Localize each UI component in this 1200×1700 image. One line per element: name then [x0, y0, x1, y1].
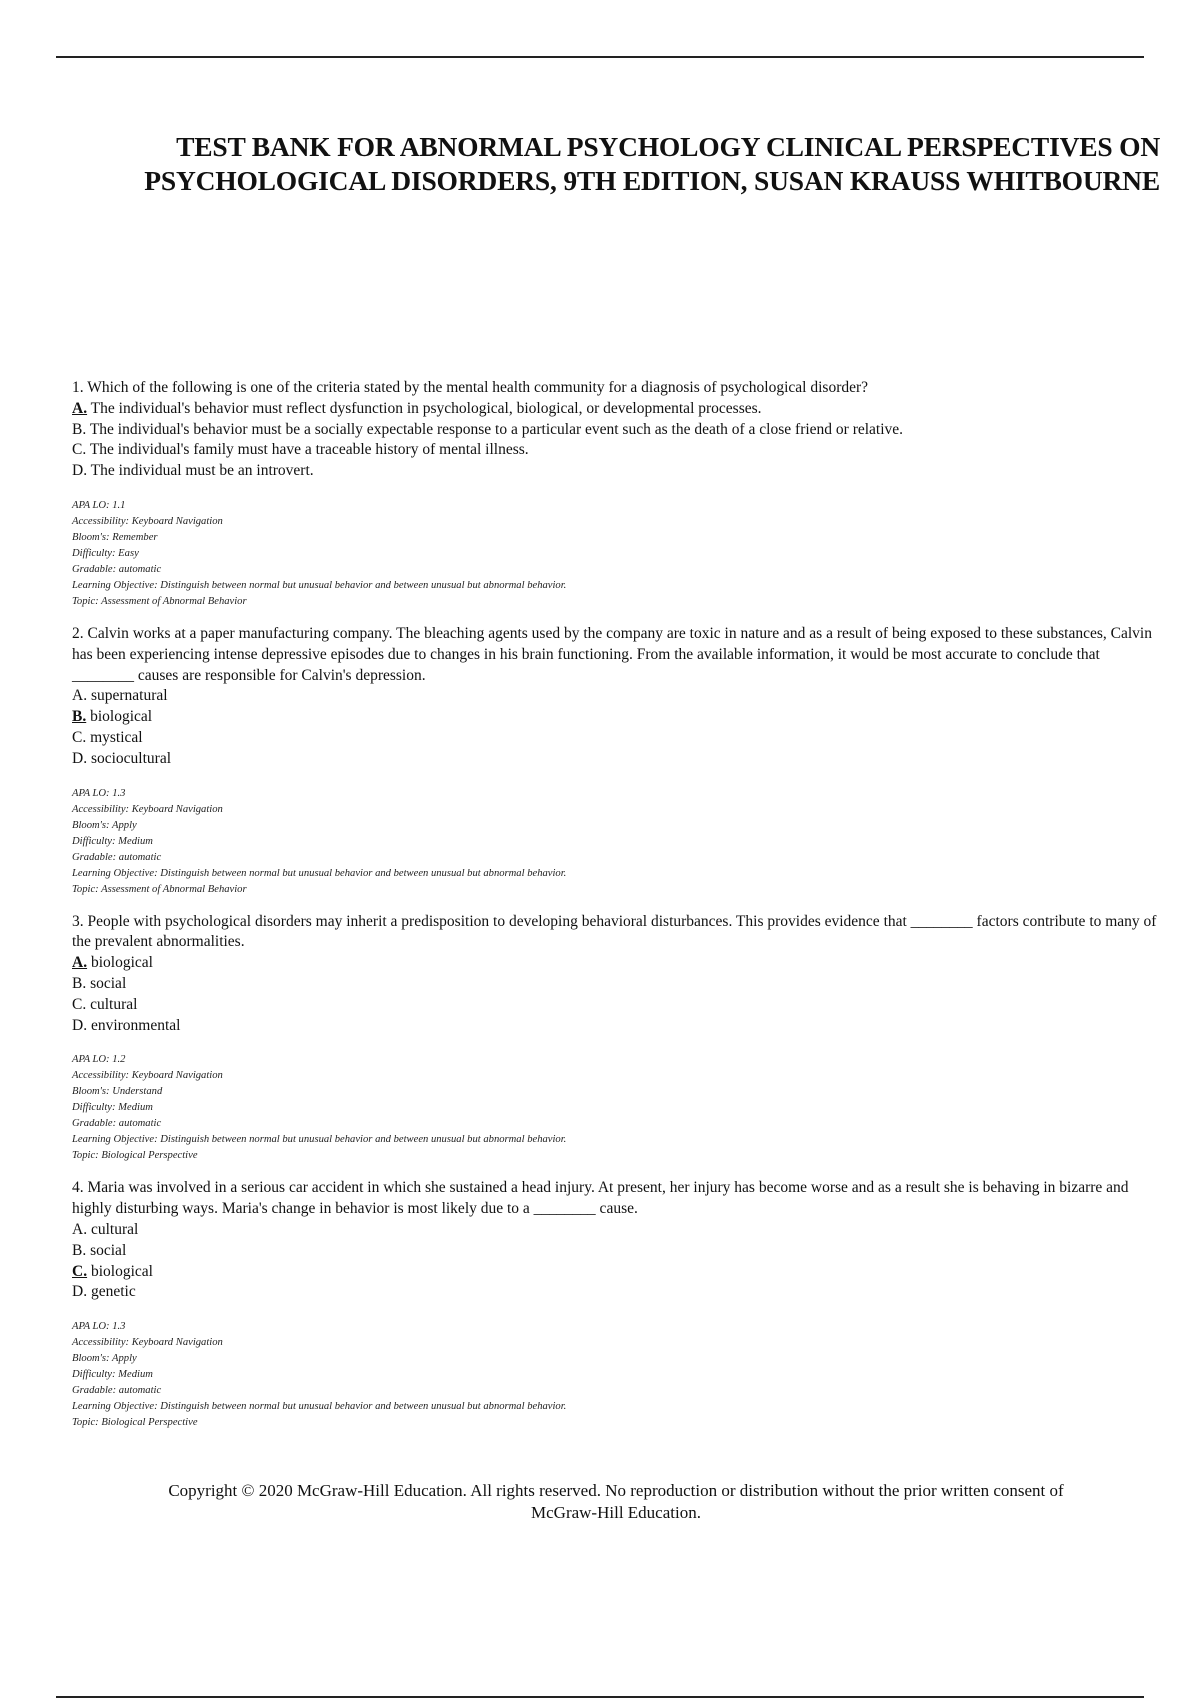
meta-apa-lo: APA LO: 1.2	[72, 1054, 126, 1066]
meta-difficulty: Difficulty: Medium	[72, 1102, 153, 1114]
option-letter: B.	[72, 974, 87, 992]
answer-option-d	[72, 749, 1160, 770]
option-letter: B.	[72, 1241, 87, 1259]
question-metadata	[72, 1052, 1160, 1164]
question-4	[72, 1178, 1160, 1431]
option-text: The individual must be an introvert.	[87, 462, 314, 480]
question-stem: 3. People with psychological disorders may inherit a predisposition to developing behavioral disturbances. This provides evidence that ________ factors contribute to many of the prevalent abnormalities.	[72, 912, 1157, 951]
meta-accessibility: Accessibility: Keyboard Navigation	[72, 1337, 223, 1349]
option-text: The individual's behavior must be a socially expectable response to a particular event such as the death of a close friend or relative.	[86, 420, 904, 438]
answer-options	[72, 686, 1160, 769]
copyright-line-2: McGraw-Hill Education.	[531, 1503, 701, 1522]
answer-option-a	[72, 686, 1160, 707]
meta-learning-objective: Learning Objective: Distinguish between normal but unusual behavior and between unusual but abnormal behavior.	[72, 1401, 567, 1413]
correct-answer-letter: A.	[72, 954, 88, 972]
answer-option-c	[72, 1262, 1160, 1283]
question-stem: 1. Which of the following is one of the criteria stated by the mental health community for a diagnosis of psychological disorder?	[72, 379, 869, 396]
title-line-2: PSYCHOLOGICAL DISORDERS, 9TH EDITION, SUSAN KRAUSS WHITBOURNE	[144, 165, 1160, 196]
option-letter: C.	[72, 728, 87, 746]
bottom-rule	[56, 1696, 1144, 1698]
question-metadata	[72, 498, 1160, 610]
option-text: cultural	[87, 1220, 139, 1238]
meta-topic: Topic: Assessment of Abnormal Behavior	[72, 883, 247, 895]
option-text: The individual's family must have a traceable history of mental illness.	[86, 441, 529, 459]
copyright-footer	[72, 1480, 1160, 1524]
option-letter: D.	[72, 462, 88, 480]
copyright-line-1: Copyright © 2020 McGraw-Hill Education. All rights reserved. No reproduction or distribution without the prior written consent of	[168, 1481, 1064, 1500]
answer-option-c	[72, 995, 1160, 1016]
meta-learning-objective: Learning Objective: Distinguish between normal but unusual behavior and between unusual but abnormal behavior.	[72, 867, 567, 879]
meta-learning-objective: Learning Objective: Distinguish between normal but unusual behavior and between unusual but abnormal behavior.	[72, 579, 567, 591]
option-text: biological	[86, 708, 153, 726]
option-text: environmental	[87, 1016, 181, 1034]
meta-blooms: Bloom's: Apply	[72, 819, 137, 831]
meta-difficulty: Difficulty: Medium	[72, 835, 153, 847]
option-letter: C.	[72, 441, 87, 459]
answer-option-b	[72, 707, 1160, 728]
answer-option-d	[72, 461, 1160, 482]
meta-blooms: Bloom's: Remember	[72, 531, 158, 543]
question-stem: 2. Calvin works at a paper manufacturing company. The bleaching agents used by the company are toxic in nature and as a result of being exposed to these substances, Calvin has been experiencing intense depressive episodes due to changes in his brain functioning. From the available information, it would be most accurate to conclude that ________ causes are responsible for Calvin's depression.	[72, 624, 1152, 684]
answer-option-b	[72, 974, 1160, 995]
question-3	[72, 912, 1160, 1165]
answer-option-b	[72, 1241, 1160, 1262]
answer-option-a	[72, 399, 1160, 420]
meta-topic: Topic: Biological Perspective	[72, 1150, 198, 1162]
option-text: social	[86, 1241, 127, 1259]
meta-gradable: Gradable: automatic	[72, 851, 162, 863]
meta-learning-objective: Learning Objective: Distinguish between normal but unusual behavior and between unusual but abnormal behavior.	[72, 1134, 567, 1146]
meta-topic: Topic: Assessment of Abnormal Behavior	[72, 595, 247, 607]
option-letter: A.	[72, 1220, 88, 1238]
option-text: supernatural	[87, 687, 168, 705]
option-text: mystical	[86, 728, 143, 746]
correct-answer-letter: C.	[72, 1262, 88, 1280]
meta-apa-lo: APA LO: 1.1	[72, 499, 126, 511]
option-letter: D.	[72, 1283, 88, 1301]
option-text: social	[86, 974, 127, 992]
meta-difficulty: Difficulty: Easy	[72, 547, 139, 559]
answer-option-d	[72, 1016, 1160, 1037]
question-metadata	[72, 1319, 1160, 1431]
option-letter: D.	[72, 1016, 88, 1034]
meta-difficulty: Difficulty: Medium	[72, 1369, 153, 1381]
answer-options	[72, 953, 1160, 1036]
top-rule	[56, 56, 1144, 58]
meta-blooms: Bloom's: Understand	[72, 1086, 163, 1098]
answer-option-c	[72, 440, 1160, 461]
option-text: genetic	[87, 1283, 136, 1301]
option-letter: C.	[72, 995, 87, 1013]
meta-gradable: Gradable: automatic	[72, 1118, 162, 1130]
meta-accessibility: Accessibility: Keyboard Navigation	[72, 515, 223, 527]
option-text: biological	[87, 1262, 153, 1280]
answer-option-b	[72, 420, 1160, 441]
page-title	[80, 130, 1160, 198]
question-1	[72, 378, 1160, 610]
meta-apa-lo: APA LO: 1.3	[72, 787, 126, 799]
meta-topic: Topic: Biological Perspective	[72, 1417, 198, 1429]
option-text: cultural	[86, 995, 138, 1013]
question-metadata	[72, 786, 1160, 898]
question-2	[72, 624, 1160, 898]
meta-blooms: Bloom's: Apply	[72, 1353, 137, 1365]
question-list	[72, 378, 1160, 1431]
question-stem: 4. Maria was involved in a serious car accident in which she sustained a head injury. At present, her injury has become worse and as a result she is behaving in bizarre and highly disturbing ways. Maria's change in behavior is most likely due to a ________ cause.	[72, 1179, 1129, 1218]
answer-options	[72, 1220, 1160, 1303]
meta-apa-lo: APA LO: 1.3	[72, 1321, 126, 1333]
title-line-1: TEST BANK FOR ABNORMAL PSYCHOLOGY CLINICAL PERSPECTIVES ON	[176, 131, 1160, 162]
option-text: The individual's behavior must reflect dysfunction in psychological, biological, or developmental processes.	[87, 399, 762, 417]
option-text: sociocultural	[87, 749, 172, 767]
answer-option-a	[72, 1220, 1160, 1241]
correct-answer-letter: A.	[72, 399, 88, 417]
meta-gradable: Gradable: automatic	[72, 1385, 162, 1397]
option-letter: B.	[72, 420, 87, 438]
answer-options	[72, 399, 1160, 482]
option-letter: D.	[72, 749, 88, 767]
meta-accessibility: Accessibility: Keyboard Navigation	[72, 803, 223, 815]
answer-option-d	[72, 1282, 1160, 1303]
option-text: biological	[87, 954, 153, 972]
option-letter: A.	[72, 687, 88, 705]
answer-option-a	[72, 953, 1160, 974]
correct-answer-letter: B.	[72, 708, 87, 726]
meta-gradable: Gradable: automatic	[72, 563, 162, 575]
answer-option-c	[72, 728, 1160, 749]
meta-accessibility: Accessibility: Keyboard Navigation	[72, 1070, 223, 1082]
